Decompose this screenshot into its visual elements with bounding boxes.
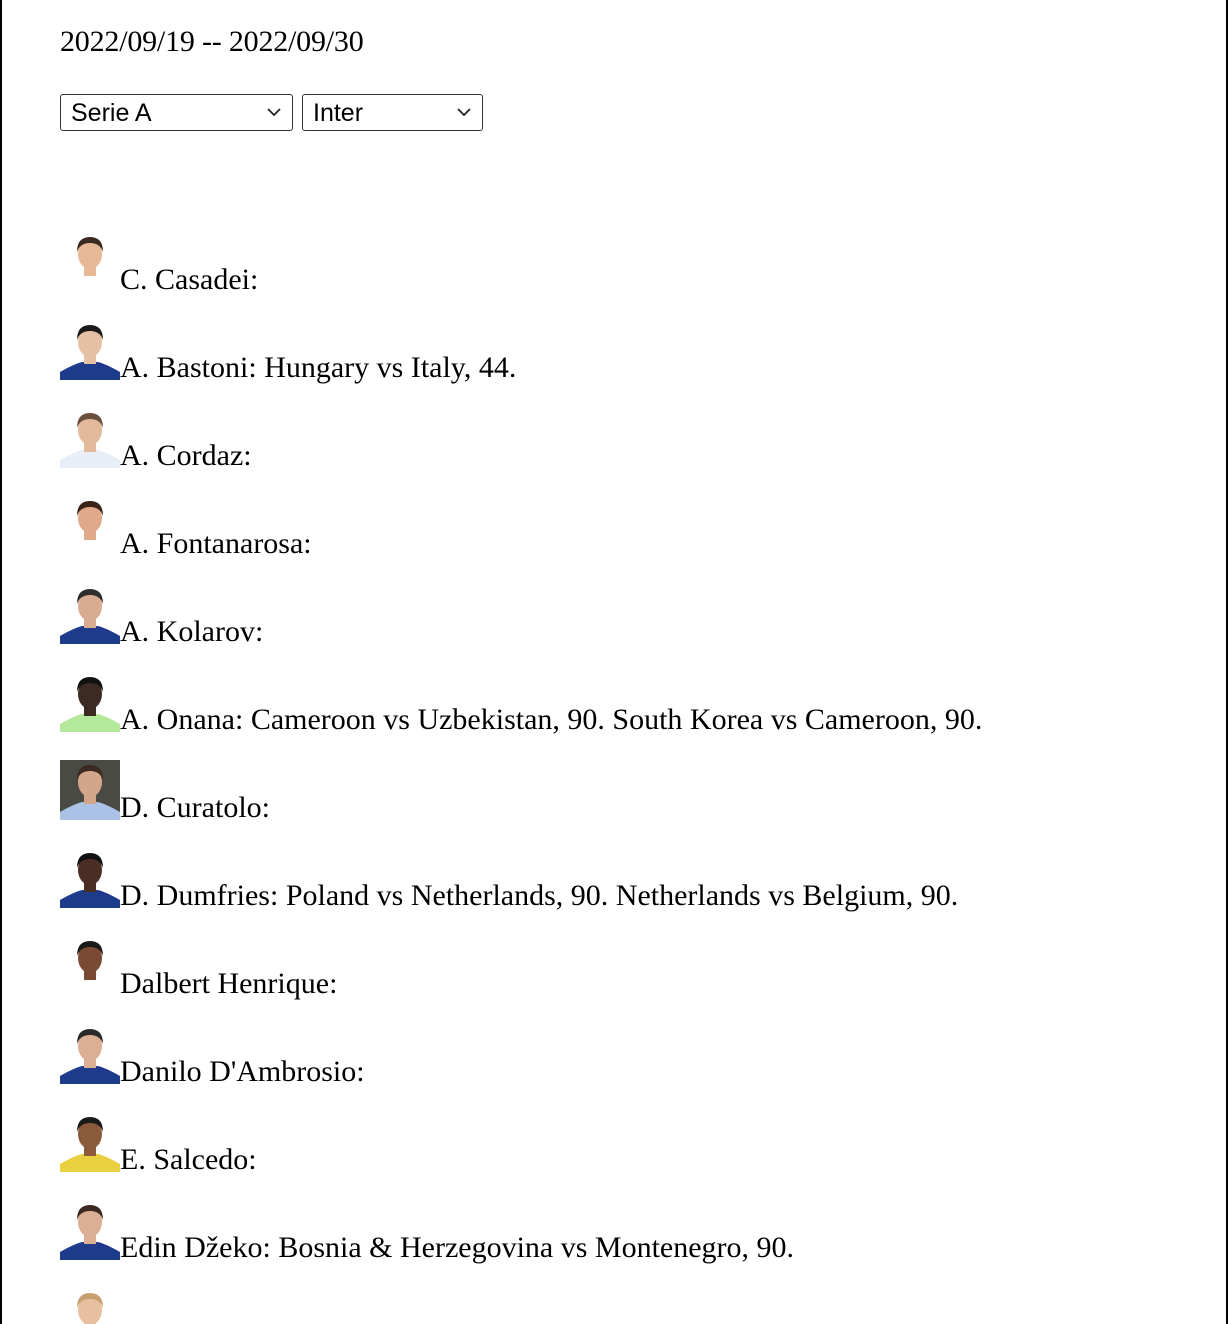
player-name: D. Curatolo	[120, 791, 262, 824]
player-row	[60, 408, 1220, 496]
player-name: A. Onana	[120, 703, 235, 736]
person-portrait-icon	[60, 848, 120, 908]
person-portrait-icon	[60, 936, 120, 996]
player-entry	[120, 1054, 365, 1090]
player-row	[60, 760, 1220, 848]
separator: :	[234, 703, 244, 736]
player-entry	[120, 878, 958, 914]
separator: :	[243, 439, 252, 472]
player-list	[60, 232, 1220, 1324]
player-entry	[120, 350, 516, 386]
player-entry	[120, 966, 337, 1002]
player-matches: Hungary vs Italy, 44.	[264, 351, 517, 384]
date-range: 2022/09/19 -- 2022/09/30	[60, 25, 364, 58]
player-row	[60, 496, 1220, 584]
player-photo	[60, 760, 120, 820]
separator: :	[269, 879, 279, 912]
separator: :	[303, 527, 312, 560]
separator: :	[262, 1231, 271, 1264]
player-matches: Poland vs Netherlands, 90. Netherlands vs Belgium, 90.	[285, 879, 959, 912]
player-row	[60, 936, 1220, 1024]
player-name: A. Bastoni	[120, 351, 249, 384]
player-row	[60, 672, 1220, 760]
player-name: D. Dumfries	[120, 879, 270, 912]
player-name: A. Cordaz	[120, 439, 244, 472]
person-portrait-icon	[60, 1112, 120, 1172]
player-row	[60, 584, 1220, 672]
player-entry	[120, 790, 270, 826]
player-photo	[60, 848, 120, 908]
player-photo	[60, 672, 120, 732]
player-photo	[60, 936, 120, 996]
separator: :	[261, 791, 270, 824]
player-name: A. Kolarov	[120, 615, 255, 648]
player-entry	[120, 702, 982, 738]
person-portrait-icon	[60, 760, 120, 820]
player-row	[60, 1200, 1220, 1288]
player-matches: Bosnia & Herzegovina vs Montenegro, 90.	[278, 1231, 795, 1264]
person-portrait-icon	[60, 1200, 120, 1260]
player-photo	[60, 496, 120, 556]
separator: :	[254, 615, 264, 648]
player-name: A. Fontanarosa	[120, 527, 304, 560]
person-portrait-icon	[60, 496, 120, 556]
player-entry	[120, 1230, 794, 1266]
player-row	[60, 232, 1220, 320]
player-row	[60, 1288, 1220, 1324]
separator: :	[356, 1055, 365, 1088]
person-portrait-icon	[60, 1288, 120, 1324]
player-row	[60, 1024, 1220, 1112]
player-photo	[60, 232, 120, 292]
player-name: Danilo D'Ambrosio	[120, 1055, 357, 1088]
player-entry	[120, 438, 252, 474]
player-row	[60, 848, 1220, 936]
player-name: Edin Džeko	[120, 1231, 263, 1264]
player-photo	[60, 1112, 120, 1172]
filter-bar	[60, 94, 483, 131]
player-name: C. Casadei	[120, 263, 250, 296]
player-entry	[120, 614, 263, 650]
separator: :	[329, 967, 338, 1000]
league-select-value: Serie A	[71, 98, 152, 127]
person-portrait-icon	[60, 1024, 120, 1084]
player-matches: Cameroon vs Uzbekistan, 90. South Korea vs Cameroon, 90.	[250, 703, 983, 736]
player-entry	[120, 1142, 257, 1178]
player-entry	[120, 526, 312, 562]
person-portrait-icon	[60, 408, 120, 468]
player-photo	[60, 320, 120, 380]
player-name: Dalbert Henrique	[120, 967, 330, 1000]
separator: :	[249, 263, 259, 296]
player-row	[60, 320, 1220, 408]
separator: :	[248, 1143, 257, 1176]
team-select[interactable]	[302, 94, 483, 131]
chevron-down-icon	[266, 104, 282, 120]
person-portrait-icon	[60, 672, 120, 732]
player-entry	[120, 262, 258, 298]
player-photo	[60, 1024, 120, 1084]
league-select[interactable]	[60, 94, 293, 131]
player-photo	[60, 584, 120, 644]
separator: :	[248, 351, 257, 384]
person-portrait-icon	[60, 584, 120, 644]
player-row	[60, 1112, 1220, 1200]
chevron-down-icon	[456, 104, 472, 120]
person-portrait-icon	[60, 320, 120, 380]
player-photo	[60, 1200, 120, 1260]
player-photo	[60, 408, 120, 468]
person-portrait-icon	[60, 232, 120, 292]
player-name: E. Salcedo	[120, 1143, 249, 1176]
team-select-value: Inter	[313, 98, 364, 127]
player-photo	[60, 1288, 120, 1324]
